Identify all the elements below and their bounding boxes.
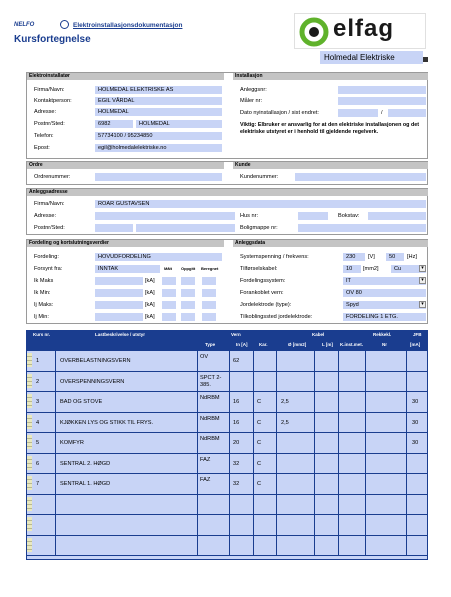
column-divider bbox=[338, 536, 339, 557]
telefon-field[interactable]: 57734100 / 95234850 bbox=[95, 132, 222, 140]
page-title: Kursfortegnelse bbox=[14, 34, 91, 45]
column-divider bbox=[338, 433, 339, 454]
cell-type[interactable]: FAZ bbox=[200, 456, 211, 463]
column-divider bbox=[276, 433, 277, 454]
col-maalt: Målt bbox=[164, 266, 172, 271]
tilforsel-unit: [mm2] bbox=[363, 266, 379, 272]
column-divider bbox=[406, 454, 407, 475]
column-divider bbox=[338, 413, 339, 434]
tilforsel-material-select[interactable]: Cu bbox=[391, 265, 426, 273]
site-postnr-label: Postnr/Sted: bbox=[34, 225, 65, 231]
ikmaks-beregnet[interactable] bbox=[202, 277, 216, 285]
bokstav-label: Bokstav: bbox=[338, 213, 360, 219]
column-divider bbox=[338, 454, 339, 475]
ordrenummer-label: Ordrenummer: bbox=[34, 174, 71, 180]
forankobl-label: Forankoblet vern: bbox=[240, 290, 284, 296]
column-divider bbox=[55, 413, 56, 434]
anleggsnr-field[interactable] bbox=[338, 86, 426, 94]
column-divider bbox=[229, 536, 230, 557]
dato-field-1[interactable] bbox=[338, 109, 378, 117]
spenning-field[interactable]: 230 bbox=[343, 253, 365, 261]
row-add-icon[interactable] bbox=[27, 353, 32, 367]
th-nr: Nr bbox=[382, 342, 388, 347]
cell-kar[interactable]: C bbox=[257, 419, 262, 426]
column-divider bbox=[253, 392, 254, 413]
column-divider bbox=[276, 474, 277, 495]
column-divider bbox=[314, 536, 315, 557]
nelfo-logo: NELFO bbox=[14, 22, 35, 28]
ikmin-beregnet[interactable] bbox=[202, 289, 216, 297]
column-divider bbox=[406, 536, 407, 557]
ijmin-unit: [kA] bbox=[145, 314, 155, 320]
kontakt-field[interactable]: EGIL VÅRDAL bbox=[95, 97, 222, 105]
column-divider bbox=[365, 413, 366, 434]
cell-in[interactable]: 62 bbox=[233, 358, 240, 364]
cell-tverrsnitt[interactable]: 2,5 bbox=[281, 399, 289, 405]
column-divider bbox=[365, 351, 366, 372]
cell-beskrivelse[interactable]: KOMFYR bbox=[60, 440, 84, 446]
forsynt-field[interactable]: INNTAK bbox=[95, 265, 160, 273]
column-divider bbox=[55, 495, 56, 516]
column-divider bbox=[365, 495, 366, 516]
cell-type[interactable]: NdRBM bbox=[200, 395, 220, 401]
cell-kar[interactable]: C bbox=[257, 440, 262, 446]
cell-beskrivelse[interactable]: OVERBELASTNINGSVERN bbox=[60, 358, 131, 364]
row-add-icon[interactable] bbox=[27, 435, 32, 449]
ikmaks-field[interactable] bbox=[95, 277, 143, 285]
row-add-icon[interactable] bbox=[27, 497, 32, 511]
installation-header: Installasjon bbox=[233, 73, 428, 80]
column-divider bbox=[197, 413, 198, 434]
fordsys-dropdown-icon[interactable]: ▾ bbox=[419, 277, 426, 284]
row-add-icon[interactable] bbox=[27, 415, 32, 429]
column-divider bbox=[276, 351, 277, 372]
maaler-label: Måler nr: bbox=[240, 98, 263, 104]
bokstav-field[interactable] bbox=[368, 212, 426, 220]
elfag-logo bbox=[294, 13, 426, 49]
column-divider bbox=[55, 536, 56, 557]
cell-in[interactable]: 32 bbox=[233, 460, 240, 467]
column-divider bbox=[338, 351, 339, 372]
fordsys-select[interactable]: IT bbox=[343, 277, 426, 285]
site-firma-label: Firma/Navn: bbox=[34, 201, 65, 207]
kundenummer-field[interactable] bbox=[295, 173, 426, 181]
column-divider bbox=[197, 454, 198, 475]
column-divider bbox=[365, 474, 366, 495]
adresse-field[interactable]: HOLMEDAL bbox=[95, 108, 222, 116]
th-beskrivelse: Lastbeskrivelse / utstyr bbox=[95, 332, 146, 337]
company-name: Holmedal Elektriske bbox=[320, 51, 423, 64]
cell-kursnr[interactable]: 7 bbox=[36, 481, 40, 487]
tilforsel-field[interactable]: 10 bbox=[343, 265, 361, 273]
column-divider bbox=[55, 515, 56, 536]
cell-kursnr[interactable]: 4 bbox=[36, 419, 40, 426]
telefon-label: Telefon: bbox=[34, 133, 54, 139]
column-divider bbox=[55, 454, 56, 475]
cell-kar[interactable]: C bbox=[257, 481, 262, 487]
column-divider bbox=[276, 495, 277, 516]
row-add-icon[interactable] bbox=[27, 374, 32, 388]
spenning-label: Systemspenning / frekvens: bbox=[240, 254, 309, 260]
column-divider bbox=[276, 515, 277, 536]
ijmin-maalt[interactable] bbox=[162, 313, 176, 321]
firma-label: Firma/Navn: bbox=[34, 87, 65, 93]
cell-jfb[interactable]: 30 bbox=[412, 419, 419, 426]
cell-kar[interactable]: C bbox=[257, 460, 262, 467]
husnr-label: Hus nr: bbox=[240, 213, 259, 219]
th-jfb: JFB bbox=[413, 332, 422, 337]
th-rekkekl: Rekkekl. bbox=[373, 332, 392, 337]
column-divider bbox=[55, 351, 56, 372]
site-adresse-label: Adresse: bbox=[34, 213, 57, 219]
dato-label: Dato nyinstallasjon / sist endret: bbox=[240, 110, 319, 116]
site-postnr-field[interactable] bbox=[95, 224, 133, 232]
column-divider bbox=[406, 392, 407, 413]
epost-field[interactable]: egil@holmedalelektriske.no bbox=[95, 144, 222, 152]
column-divider bbox=[365, 372, 366, 393]
column-divider bbox=[197, 433, 198, 454]
cell-type[interactable]: NdRBM bbox=[200, 436, 220, 442]
column-divider bbox=[365, 392, 366, 413]
customer-header: Kunde bbox=[233, 162, 428, 169]
ikmaks-unit: [kA] bbox=[145, 278, 155, 284]
column-divider bbox=[197, 392, 198, 413]
ijmaks-label: Ij Maks: bbox=[34, 302, 54, 308]
husnr-field[interactable] bbox=[298, 212, 328, 220]
table-header bbox=[27, 331, 427, 351]
column-divider bbox=[406, 413, 407, 434]
row-add-icon[interactable] bbox=[27, 517, 32, 531]
cell-kursnr[interactable]: 5 bbox=[36, 440, 40, 446]
forankobl-field[interactable]: OV 80 bbox=[343, 289, 426, 297]
th-kar: Kar. bbox=[259, 342, 268, 347]
sted-field[interactable]: HOLMEDAL bbox=[136, 120, 222, 128]
tilkobling-field[interactable]: FORDELING 1 ETG. bbox=[343, 313, 426, 321]
th-vern: Vern bbox=[231, 332, 241, 337]
epost-label: Epost: bbox=[34, 145, 50, 151]
elfag-swirl-icon bbox=[299, 17, 329, 47]
th-tverrsnitt: Ø [mm2] bbox=[288, 342, 307, 347]
cell-beskrivelse[interactable]: BAD OG STOVE bbox=[60, 399, 103, 405]
column-divider bbox=[406, 433, 407, 454]
ijmin-field[interactable] bbox=[95, 313, 143, 321]
column-divider bbox=[338, 474, 339, 495]
column-divider bbox=[55, 474, 56, 495]
ikmin-label: Ik Min: bbox=[34, 290, 51, 296]
col-beregnet: Beregnet bbox=[201, 266, 219, 271]
firma-field[interactable]: HOLMEDAL ELEKTRISKE AS bbox=[95, 86, 222, 94]
postnr-label: Postnr/Sted: bbox=[34, 121, 65, 127]
column-divider bbox=[365, 433, 366, 454]
column-divider bbox=[314, 515, 315, 536]
cell-tverrsnitt[interactable]: 2,5 bbox=[281, 419, 289, 426]
document-title: Elektroinstallasjonsdokumentasjon bbox=[73, 22, 183, 29]
ikmaks-oppgitt[interactable] bbox=[181, 277, 195, 285]
th-type: Type bbox=[205, 342, 216, 347]
column-divider bbox=[253, 433, 254, 454]
cell-in[interactable]: 16 bbox=[233, 399, 240, 405]
column-divider bbox=[406, 515, 407, 536]
ijmaks-maalt[interactable] bbox=[162, 301, 176, 309]
fordeling-field[interactable]: HOVUDFORDELING bbox=[95, 253, 222, 261]
ijmaks-beregnet[interactable] bbox=[202, 301, 216, 309]
column-divider bbox=[55, 433, 56, 454]
column-divider bbox=[276, 392, 277, 413]
cell-in[interactable]: 16 bbox=[233, 419, 240, 426]
th-kabel: Kabel bbox=[312, 332, 325, 337]
column-divider bbox=[253, 474, 254, 495]
ikmaks-maalt[interactable] bbox=[162, 277, 176, 285]
table-row[interactable] bbox=[27, 495, 427, 516]
dropdown-arrow-icon[interactable] bbox=[423, 57, 428, 62]
jordelektrode-label: Jordelektrode (type): bbox=[240, 302, 292, 308]
th-ma: [mA] bbox=[410, 342, 421, 347]
column-divider bbox=[229, 515, 230, 536]
column-divider bbox=[276, 536, 277, 557]
cell-beskrivelse[interactable]: KJØKKEN LYS OG STIKK TIL FRYS. bbox=[60, 419, 154, 426]
column-divider bbox=[314, 454, 315, 475]
ijmaks-field[interactable] bbox=[95, 301, 143, 309]
column-divider bbox=[365, 454, 366, 475]
ikmin-maalt[interactable] bbox=[162, 289, 176, 297]
column-divider bbox=[55, 392, 56, 413]
cell-type[interactable]: FAZ bbox=[200, 477, 211, 483]
bolignr-label: Boligmappe nr: bbox=[240, 225, 278, 231]
column-divider bbox=[253, 351, 254, 372]
ijmin-beregnet[interactable] bbox=[202, 313, 216, 321]
column-divider bbox=[253, 536, 254, 557]
column-divider bbox=[253, 495, 254, 516]
fordeling-label: Fordeling: bbox=[34, 254, 59, 260]
ikmin-oppgitt[interactable] bbox=[181, 289, 195, 297]
column-divider bbox=[197, 372, 198, 393]
ijmin-oppgitt[interactable] bbox=[181, 313, 195, 321]
elfag-wordmark: elfag bbox=[333, 15, 395, 42]
site-sted-field[interactable] bbox=[136, 224, 235, 232]
column-divider bbox=[253, 372, 254, 393]
ikmaks-label: Ik Maks bbox=[34, 278, 54, 284]
cell-jfb[interactable]: 30 bbox=[412, 440, 419, 446]
row-add-icon[interactable] bbox=[27, 538, 32, 552]
column-divider bbox=[338, 392, 339, 413]
row-add-icon[interactable] bbox=[27, 456, 32, 470]
dato-separator: / bbox=[381, 110, 383, 116]
frekvens-unit: [Hz] bbox=[407, 254, 417, 260]
column-divider bbox=[55, 372, 56, 393]
column-divider bbox=[197, 351, 198, 372]
installer-header: Elektroinstallatør bbox=[27, 73, 224, 80]
ijmaks-oppgitt[interactable] bbox=[181, 301, 195, 309]
column-divider bbox=[406, 372, 407, 393]
cell-kursnr[interactable]: 6 bbox=[36, 460, 40, 467]
frekvens-field[interactable]: 50 bbox=[386, 253, 404, 261]
jordelektrode-dropdown-icon[interactable]: ▾ bbox=[419, 301, 426, 308]
nelfo-emblem-icon bbox=[60, 20, 69, 29]
column-divider bbox=[253, 515, 254, 536]
cell-kursnr[interactable]: 1 bbox=[36, 358, 40, 364]
kontakt-label: Kontaktperson: bbox=[34, 98, 72, 104]
column-divider bbox=[338, 495, 339, 516]
system-header: Anleggsdata bbox=[233, 240, 428, 247]
th-lengde: L [m] bbox=[322, 342, 333, 347]
ijmin-label: Ij Min: bbox=[34, 314, 49, 320]
cell-beskrivelse[interactable]: SENTRAL 1. HØGD bbox=[60, 481, 111, 487]
column-divider bbox=[314, 474, 315, 495]
column-divider bbox=[314, 433, 315, 454]
column-divider bbox=[253, 413, 254, 434]
column-divider bbox=[365, 515, 366, 536]
column-divider bbox=[253, 454, 254, 475]
col-oppgitt: Oppgitt bbox=[181, 266, 196, 271]
column-divider bbox=[229, 495, 230, 516]
column-divider bbox=[406, 351, 407, 372]
maaler-field[interactable] bbox=[338, 97, 426, 105]
column-divider bbox=[338, 515, 339, 536]
table-row[interactable] bbox=[27, 536, 427, 557]
cell-kar[interactable]: C bbox=[257, 399, 262, 405]
column-divider bbox=[406, 495, 407, 516]
cell-type[interactable]: NdRBM bbox=[200, 415, 220, 422]
kundenummer-label: Kundenummer: bbox=[240, 174, 279, 180]
column-divider bbox=[314, 413, 315, 434]
material-dropdown-icon[interactable]: ▾ bbox=[419, 265, 426, 272]
row-add-icon[interactable] bbox=[27, 476, 32, 490]
th-in: In [A] bbox=[236, 342, 248, 347]
ikmin-field[interactable] bbox=[95, 289, 143, 297]
site-firma-field[interactable]: ROAR GUSTAVSEN bbox=[95, 200, 426, 208]
warning-text: Viktig: Elbruker er ansvarlig for at den elektriske installasjonen og det elektriske utstyret er i henhold til gjeldende regelverk. bbox=[240, 122, 420, 135]
cell-jfb[interactable]: 30 bbox=[412, 399, 419, 405]
ordrenummer-field[interactable] bbox=[95, 173, 222, 181]
postnr-field[interactable]: 6982 bbox=[95, 120, 133, 128]
row-add-icon[interactable] bbox=[27, 394, 32, 408]
column-divider bbox=[276, 454, 277, 475]
forsynt-label: Forsynt fra: bbox=[34, 266, 63, 272]
th-kinst: K.inst.met. bbox=[340, 342, 364, 347]
column-divider bbox=[314, 372, 315, 393]
tilforsel-label: Tilførselskabel: bbox=[240, 266, 278, 272]
column-divider bbox=[338, 372, 339, 393]
column-divider bbox=[197, 536, 198, 557]
site-adresse-field[interactable] bbox=[95, 212, 235, 220]
cell-beskrivelse[interactable]: SENTRAL 2. HØGD bbox=[60, 460, 111, 467]
bolignr-field[interactable] bbox=[298, 224, 426, 232]
cell-in[interactable]: 32 bbox=[233, 481, 240, 487]
cell-beskrivelse[interactable]: OVERSPENNINGSVERN bbox=[60, 378, 125, 385]
site-header: Anleggsadresse bbox=[27, 189, 428, 196]
th-kursnr: Kurs nr. bbox=[33, 332, 51, 337]
fordsys-label: Fordelingssystem: bbox=[240, 278, 286, 284]
jordelektrode-select[interactable]: Spyd bbox=[343, 301, 426, 309]
cell-in[interactable]: 20 bbox=[233, 440, 240, 446]
column-divider bbox=[314, 351, 315, 372]
cell-kursnr[interactable]: 3 bbox=[36, 399, 40, 405]
column-divider bbox=[314, 495, 315, 516]
column-divider bbox=[197, 515, 198, 536]
cell-kursnr[interactable]: 2 bbox=[36, 378, 40, 385]
ikmin-unit: [kA] bbox=[145, 290, 155, 296]
column-divider bbox=[406, 474, 407, 495]
adresse-label: Adresse: bbox=[34, 109, 57, 115]
distribution-header: Fordeling og kortslutningsverdier bbox=[27, 240, 224, 247]
table-row[interactable] bbox=[27, 515, 427, 536]
column-divider bbox=[197, 474, 198, 495]
dato-field-2[interactable] bbox=[388, 109, 426, 117]
column-divider bbox=[197, 495, 198, 516]
tilkobling-label: Tilkoblingssted jordelektrode: bbox=[240, 314, 313, 320]
anleggsnr-label: Anleggsnr: bbox=[240, 87, 267, 93]
column-divider bbox=[314, 392, 315, 413]
column-divider bbox=[276, 413, 277, 434]
column-divider bbox=[276, 372, 277, 393]
spenning-unit: [V] bbox=[368, 254, 375, 260]
ijmaks-unit: [kA] bbox=[145, 302, 155, 308]
cell-type[interactable]: SPCT 2-385. bbox=[200, 374, 222, 388]
order-header: Ordre bbox=[27, 162, 224, 169]
cell-type[interactable]: OV bbox=[200, 354, 209, 360]
column-divider bbox=[365, 536, 366, 557]
